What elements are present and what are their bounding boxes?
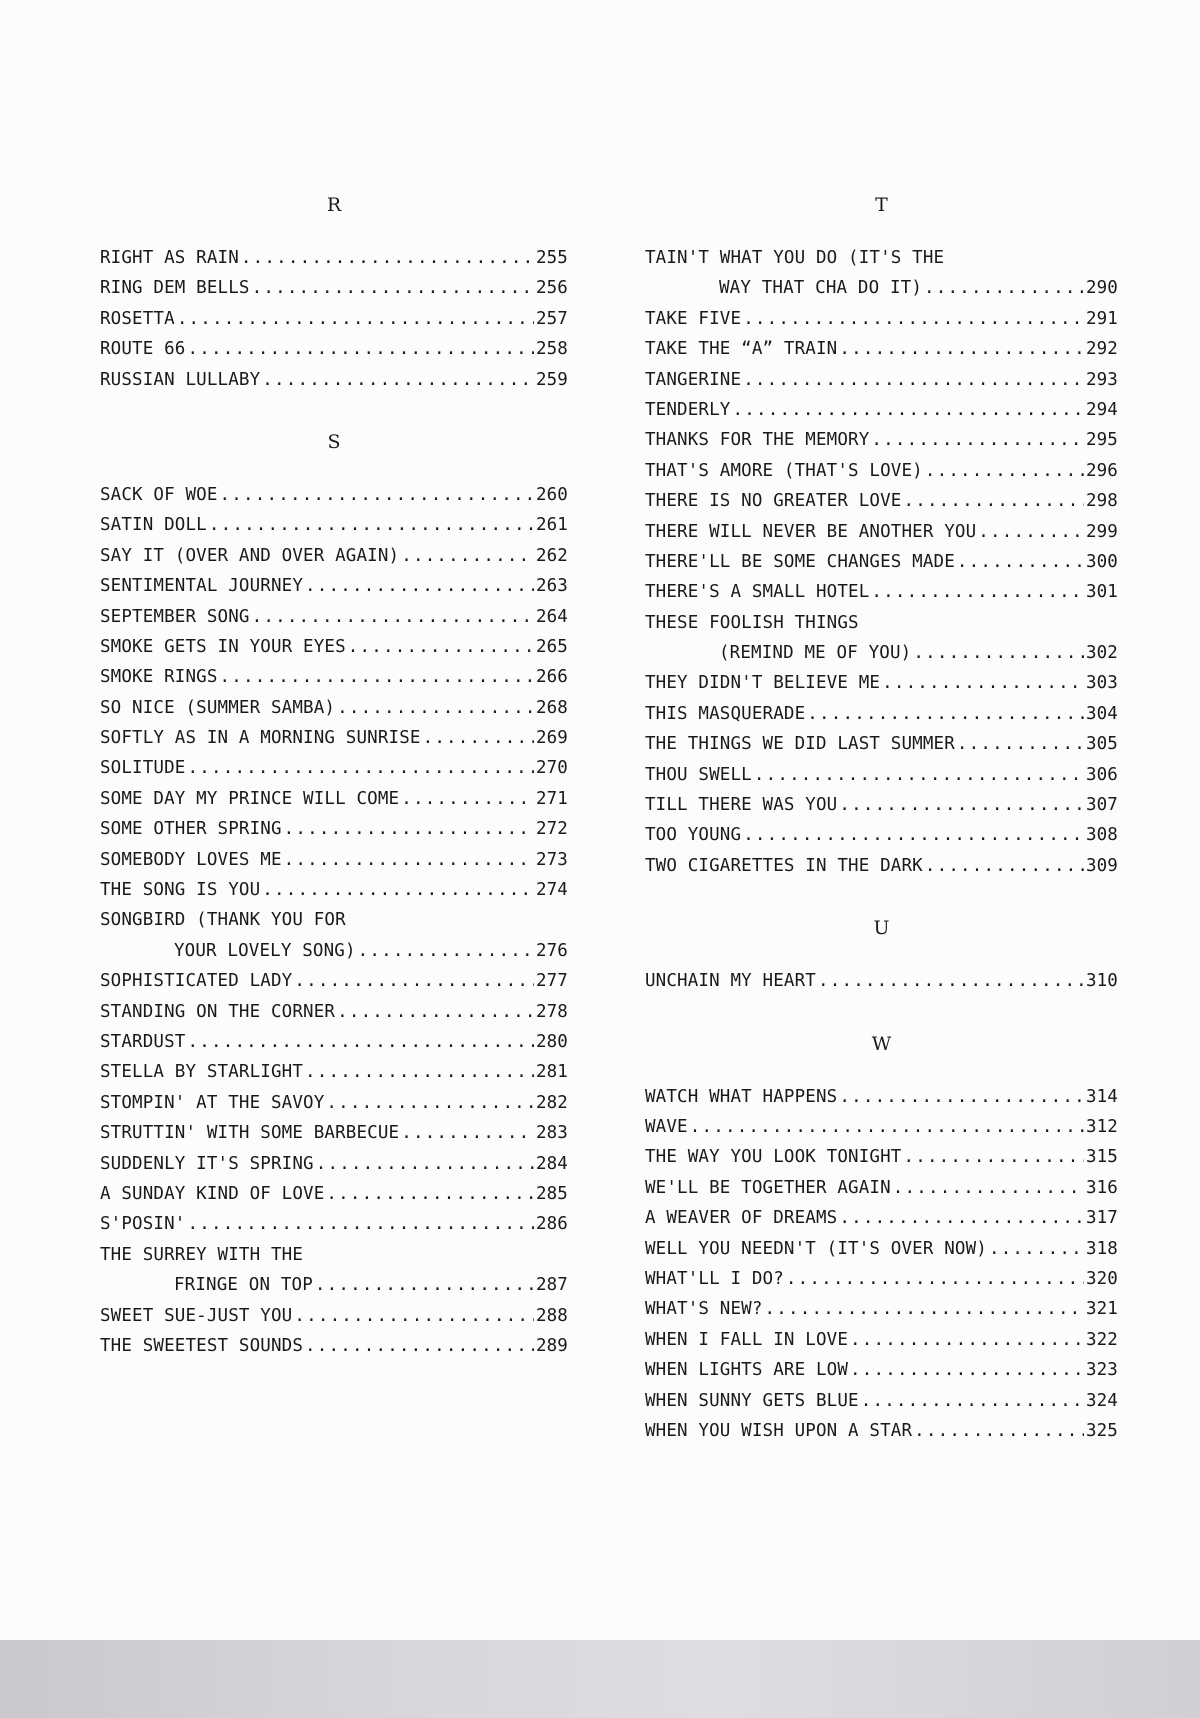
index-entry [645, 425, 1118, 455]
entry-page-number: 277 [535, 971, 568, 992]
dot-leader [957, 729, 1084, 759]
scan-bottom-edge [0, 1640, 1200, 1718]
index-entry [100, 1149, 568, 1179]
index-entry [645, 1112, 1118, 1142]
entry-page-number: 325 [1085, 1420, 1118, 1441]
entry-title: TWO CIGARETTES IN THE DARK [645, 855, 923, 876]
entry-page-number: 276 [535, 940, 568, 961]
entry-title: SOLITUDE [100, 758, 186, 779]
entry-title: WHEN LIGHTS ARE LOW [645, 1360, 849, 1381]
index-entry [645, 1325, 1118, 1355]
entry-title: THANKS FOR THE MEMORY [645, 430, 870, 451]
entry-page-number: 315 [1085, 1147, 1118, 1168]
dot-leader [241, 243, 534, 273]
entry-page-number: 268 [535, 697, 568, 718]
entry-title: SAY IT (OVER AND OVER AGAIN) [100, 545, 400, 566]
section-spacer [645, 1059, 1118, 1082]
entry-page-number: 300 [1085, 551, 1118, 572]
index-entry [645, 966, 1118, 996]
index-entry [100, 1027, 568, 1057]
dot-leader [978, 517, 1084, 547]
section-letter: R [326, 194, 342, 216]
index-entry [100, 571, 568, 601]
index-entry [100, 510, 568, 540]
entry-title-continuation: WAY THAT CHA DO IT) [719, 278, 923, 299]
entry-page-number: 317 [1085, 1208, 1118, 1229]
index-entry [645, 1416, 1118, 1446]
entry-page-number: 294 [1085, 399, 1118, 420]
entry-title: WAVE [645, 1116, 688, 1137]
entry-title: ROSETTA [100, 308, 175, 329]
dot-leader [850, 1325, 1084, 1355]
entry-page-number: 324 [1085, 1390, 1118, 1411]
dot-leader [913, 638, 1084, 668]
index-entry [645, 1386, 1118, 1416]
index-entry [645, 304, 1118, 334]
dot-leader [871, 577, 1084, 607]
entry-title: TILL THERE WAS YOU [645, 795, 838, 816]
entry-title: STRUTTIN' WITH SOME BARBECUE [100, 1123, 400, 1144]
entry-title: SATIN DOLL [100, 515, 207, 536]
index-entry [645, 334, 1118, 364]
index-entry [100, 243, 568, 273]
entry-title: SOME DAY MY PRINCE WILL COME [100, 788, 400, 809]
section-spacer [100, 395, 568, 427]
entry-page-number: 321 [1085, 1299, 1118, 1320]
dot-leader [252, 602, 534, 632]
entry-page-number: 273 [535, 849, 568, 870]
index-entry-continuation [100, 1270, 568, 1300]
section-spacer [645, 997, 1118, 1029]
dot-leader [765, 1294, 1084, 1324]
index-entry [645, 243, 1118, 273]
index-entry [645, 1355, 1118, 1385]
entry-page-number: 306 [1085, 764, 1118, 785]
entry-title: TAIN'T WHAT YOU DO (IT'S THE [645, 248, 945, 268]
entry-page-number: 264 [535, 606, 568, 627]
entry-title: THEY DIDN'T BELIEVE ME [645, 673, 881, 694]
entry-title: THIS MASQUERADE [645, 703, 806, 724]
index-entry-continuation [645, 273, 1118, 303]
index-entry [100, 1240, 568, 1270]
dot-leader [839, 1082, 1084, 1112]
index-entry [645, 729, 1118, 759]
entry-page-number: 308 [1085, 825, 1118, 846]
index-entry [645, 1082, 1118, 1112]
section-letter: W [871, 1032, 892, 1055]
entry-title: SEPTEMBER SONG [100, 606, 250, 627]
dot-leader [925, 456, 1084, 486]
index-entry [100, 814, 568, 844]
dot-leader [262, 875, 534, 905]
entry-page-number: 312 [1085, 1116, 1118, 1137]
entry-title: THE SURREY WITH THE [100, 1244, 304, 1265]
entry-page-number: 318 [1085, 1238, 1118, 1259]
dot-leader [423, 723, 534, 753]
entry-page-number: 270 [535, 758, 568, 779]
dot-leader [305, 1057, 534, 1087]
dot-leader [294, 966, 534, 996]
dot-leader [326, 1088, 534, 1118]
entry-title: SMOKE RINGS [100, 667, 218, 688]
index-entry [100, 784, 568, 814]
entry-title: STANDING ON THE CORNER [100, 1001, 336, 1022]
entry-title: TENDERLY [645, 399, 731, 420]
entry-title: THE SWEETEST SOUNDS [100, 1335, 304, 1356]
entry-title: THERE'LL BE SOME CHANGES MADE [645, 551, 955, 572]
dot-leader [188, 334, 534, 364]
entry-page-number: 288 [535, 1305, 568, 1326]
index-entry [645, 699, 1118, 729]
entry-page-number: 304 [1085, 703, 1118, 724]
entry-title: SACK OF WOE [100, 484, 218, 505]
entry-title: STOMPIN' AT THE SAVOY [100, 1092, 325, 1113]
section-letter: S [327, 430, 341, 453]
entry-page-number: 282 [535, 1092, 568, 1113]
dot-leader [284, 814, 534, 844]
dot-leader [188, 1209, 534, 1239]
dot-leader [262, 365, 534, 395]
dot-leader [220, 662, 534, 692]
entry-title: WHEN YOU WISH UPON A STAR [645, 1420, 913, 1441]
index-column-left [100, 190, 568, 1361]
section-letter: U [873, 917, 890, 940]
dot-leader [358, 936, 534, 966]
dot-leader [401, 784, 534, 814]
entry-page-number: 305 [1085, 734, 1118, 755]
entry-page-number: 274 [535, 880, 568, 901]
entry-page-number: 255 [535, 248, 568, 268]
index-entry [100, 1179, 568, 1209]
entry-page-number: 286 [535, 1214, 568, 1235]
entry-title: SOPHISTICATED LADY [100, 971, 293, 992]
dot-leader [177, 304, 534, 334]
index-entry [100, 723, 568, 753]
entry-title: STELLA BY STARLIGHT [100, 1062, 304, 1083]
dot-leader [690, 1112, 1084, 1142]
entry-title: SONGBIRD (THANK YOU FOR [100, 910, 346, 931]
dot-leader [743, 365, 1084, 395]
index-entry [100, 753, 568, 783]
index-entry [645, 395, 1118, 425]
entry-page-number: 299 [1085, 521, 1118, 542]
entry-title: SO NICE (SUMMER SAMBA) [100, 697, 336, 718]
index-entry [645, 608, 1118, 638]
index-entry [100, 602, 568, 632]
dot-leader [924, 273, 1084, 303]
index-entry [645, 577, 1118, 607]
entry-title: THE THINGS WE DID LAST SUMMER [645, 734, 955, 755]
dot-leader [252, 273, 534, 303]
entry-title: RING DEM BELLS [100, 278, 250, 299]
entry-title: SOMEBODY LOVES ME [100, 849, 282, 870]
dot-leader [326, 1179, 534, 1209]
index-entry-continuation [645, 638, 1118, 668]
index-column-right [645, 190, 1118, 1446]
section-spacer [100, 457, 568, 480]
entry-title: SWEET SUE-JUST YOU [100, 1305, 293, 1326]
dot-leader [337, 997, 534, 1027]
entry-title-continuation: FRINGE ON TOP [174, 1275, 313, 1296]
dot-leader [733, 395, 1084, 425]
entry-title: THAT'S AMORE (THAT'S LOVE) [645, 460, 923, 481]
entry-page-number: 295 [1085, 430, 1118, 451]
index-entry [100, 541, 568, 571]
entry-title: SUDDENLY IT'S SPRING [100, 1153, 314, 1174]
entry-title: THERE IS NO GREATER LOVE [645, 491, 902, 512]
section-spacer [100, 220, 568, 243]
entry-title: ROUTE 66 [100, 339, 186, 360]
entry-page-number: 298 [1085, 491, 1118, 512]
index-entry [645, 820, 1118, 850]
index-entry [645, 1264, 1118, 1294]
index-entry [100, 875, 568, 905]
dot-leader [284, 845, 534, 875]
entry-page-number: 269 [535, 728, 568, 749]
entry-title-continuation: YOUR LOVELY SONG) [174, 940, 356, 961]
entry-title: STARDUST [100, 1031, 186, 1052]
entry-title: WHAT'LL I DO? [645, 1268, 784, 1289]
entry-page-number: 314 [1085, 1086, 1118, 1107]
section-spacer [645, 220, 1118, 243]
entry-page-number: 289 [535, 1335, 568, 1356]
index-entry [100, 334, 568, 364]
dot-leader [294, 1301, 534, 1331]
index-entry [100, 1088, 568, 1118]
index-entry-list [100, 243, 568, 395]
index-entry [100, 365, 568, 395]
index-entry [100, 480, 568, 510]
dot-leader [305, 1331, 534, 1361]
entry-page-number: 292 [1085, 339, 1118, 360]
entry-title: RUSSIAN LULLABY [100, 369, 261, 390]
entry-page-number: 301 [1085, 582, 1118, 603]
index-entry-list [100, 480, 568, 1361]
entry-title: UNCHAIN MY HEART [645, 971, 816, 992]
entry-page-number: 302 [1085, 643, 1118, 664]
index-entry [645, 1142, 1118, 1172]
index-entry [645, 760, 1118, 790]
dot-leader [818, 966, 1084, 996]
dot-leader [316, 1149, 534, 1179]
index-entry [100, 966, 568, 996]
entry-title: THERE'S A SMALL HOTEL [645, 582, 870, 603]
entry-title: THESE FOOLISH THINGS [645, 612, 859, 633]
entry-title: S'POSIN' [100, 1214, 186, 1235]
dot-leader [850, 1355, 1084, 1385]
dot-leader [188, 1027, 534, 1057]
dot-leader [743, 304, 1084, 334]
entry-title: SMOKE GETS IN YOUR EYES [100, 636, 346, 657]
entry-title: TAKE FIVE [645, 308, 742, 329]
entry-title: A WEAVER OF DREAMS [645, 1208, 838, 1229]
dot-leader [401, 1118, 534, 1148]
entry-page-number: 271 [535, 788, 568, 809]
index-entry [645, 517, 1118, 547]
entry-page-number: 278 [535, 1001, 568, 1022]
dot-leader [305, 571, 534, 601]
dot-leader [209, 510, 534, 540]
index-entry [645, 1173, 1118, 1203]
dot-leader [786, 1264, 1084, 1294]
index-entry [645, 668, 1118, 698]
entry-page-number: 281 [535, 1062, 568, 1083]
entry-title: WHEN I FALL IN LOVE [645, 1329, 849, 1350]
dot-leader [337, 693, 534, 723]
index-entry [645, 1234, 1118, 1264]
entry-title: SOFTLY AS IN A MORNING SUNRISE [100, 728, 421, 749]
index-entry [100, 1057, 568, 1087]
entry-page-number: 285 [535, 1183, 568, 1204]
dot-leader [903, 486, 1083, 516]
index-entry [645, 456, 1118, 486]
section-spacer [645, 881, 1118, 913]
entry-page-number: 260 [535, 484, 568, 505]
index-entry [645, 486, 1118, 516]
dot-leader [903, 1142, 1083, 1172]
entry-page-number: 323 [1085, 1360, 1118, 1381]
dot-leader [861, 1386, 1084, 1416]
entry-title: WHEN SUNNY GETS BLUE [645, 1390, 859, 1411]
dot-leader [989, 1234, 1084, 1264]
entry-title: RIGHT AS RAIN [100, 248, 239, 268]
entry-page-number: 284 [535, 1153, 568, 1174]
dot-leader [882, 668, 1084, 698]
entry-page-number: 322 [1085, 1329, 1118, 1350]
dot-leader [893, 1173, 1084, 1203]
entry-page-number: 309 [1085, 855, 1118, 876]
entry-page-number: 266 [535, 667, 568, 688]
entry-page-number: 263 [535, 576, 568, 597]
entry-title: THE WAY YOU LOOK TONIGHT [645, 1147, 902, 1168]
entry-page-number: 259 [535, 369, 568, 390]
dot-leader [743, 820, 1084, 850]
index-entry-list [645, 966, 1118, 996]
entry-title: TAKE THE “A” TRAIN [645, 339, 838, 360]
dot-leader [957, 547, 1084, 577]
index-entry [645, 851, 1118, 881]
entry-title: WE'LL BE TOGETHER AGAIN [645, 1177, 891, 1198]
index-entry [100, 693, 568, 723]
dot-leader [914, 1416, 1084, 1446]
dot-leader [807, 699, 1084, 729]
dot-leader [925, 851, 1084, 881]
dot-leader [220, 480, 534, 510]
index-entry [100, 273, 568, 303]
entry-title: WATCH WHAT HAPPENS [645, 1086, 838, 1107]
index-entry [100, 304, 568, 334]
entry-page-number: 320 [1085, 1268, 1118, 1289]
dot-leader [871, 425, 1084, 455]
entry-title: TANGERINE [645, 369, 742, 390]
index-entry [645, 547, 1118, 577]
dot-leader [839, 790, 1084, 820]
section-spacer [645, 943, 1118, 966]
entry-title: THE SONG IS YOU [100, 880, 261, 901]
entry-page-number: 262 [535, 545, 568, 566]
entry-page-number: 287 [535, 1275, 568, 1296]
entry-page-number: 280 [535, 1031, 568, 1052]
dot-leader [401, 541, 534, 571]
index-entry [100, 1118, 568, 1148]
entry-page-number: 310 [1085, 971, 1118, 992]
entry-title-continuation: (REMIND ME OF YOU) [719, 643, 912, 664]
index-entry [645, 1294, 1118, 1324]
index-entry [100, 905, 568, 935]
entry-title: WELL YOU NEEDN'T (IT'S OVER NOW) [645, 1238, 987, 1259]
entry-page-number: 296 [1085, 460, 1118, 481]
index-entry-list [645, 243, 1118, 881]
index-entry [100, 997, 568, 1027]
dot-leader [839, 1203, 1084, 1233]
entry-page-number: 291 [1085, 308, 1118, 329]
entry-page-number: 261 [535, 515, 568, 536]
entry-title: THERE WILL NEVER BE ANOTHER YOU [645, 521, 977, 542]
entry-page-number: 256 [535, 278, 568, 299]
entry-title: SOME OTHER SPRING [100, 819, 282, 840]
index-entry [100, 845, 568, 875]
entry-title: A SUNDAY KIND OF LOVE [100, 1183, 325, 1204]
entry-page-number: 283 [535, 1123, 568, 1144]
dot-leader [188, 753, 534, 783]
index-entry [100, 1209, 568, 1239]
entry-page-number: 257 [535, 308, 568, 329]
entry-page-number: 265 [535, 636, 568, 657]
dot-leader [315, 1270, 534, 1300]
entry-title: WHAT'S NEW? [645, 1299, 763, 1320]
entry-page-number: 303 [1085, 673, 1118, 694]
entry-page-number: 258 [535, 339, 568, 360]
entry-page-number: 290 [1085, 278, 1118, 299]
index-entry-continuation [100, 936, 568, 966]
index-entry-list [645, 1082, 1118, 1447]
entry-title: SENTIMENTAL JOURNEY [100, 576, 304, 597]
entry-title: THOU SWELL [645, 764, 752, 785]
index-entry [100, 1331, 568, 1361]
entry-page-number: 272 [535, 819, 568, 840]
dot-leader [754, 760, 1084, 790]
entry-page-number: 307 [1085, 795, 1118, 816]
index-entry [645, 1203, 1118, 1233]
entry-page-number: 293 [1085, 369, 1118, 390]
index-entry [100, 632, 568, 662]
section-letter: T [875, 194, 888, 216]
index-entry [100, 662, 568, 692]
index-entry [645, 365, 1118, 395]
dot-leader [348, 632, 534, 662]
entry-title: TOO YOUNG [645, 825, 742, 846]
dot-leader [839, 334, 1084, 364]
index-entry [645, 790, 1118, 820]
index-entry [100, 1301, 568, 1331]
entry-page-number: 316 [1085, 1177, 1118, 1198]
